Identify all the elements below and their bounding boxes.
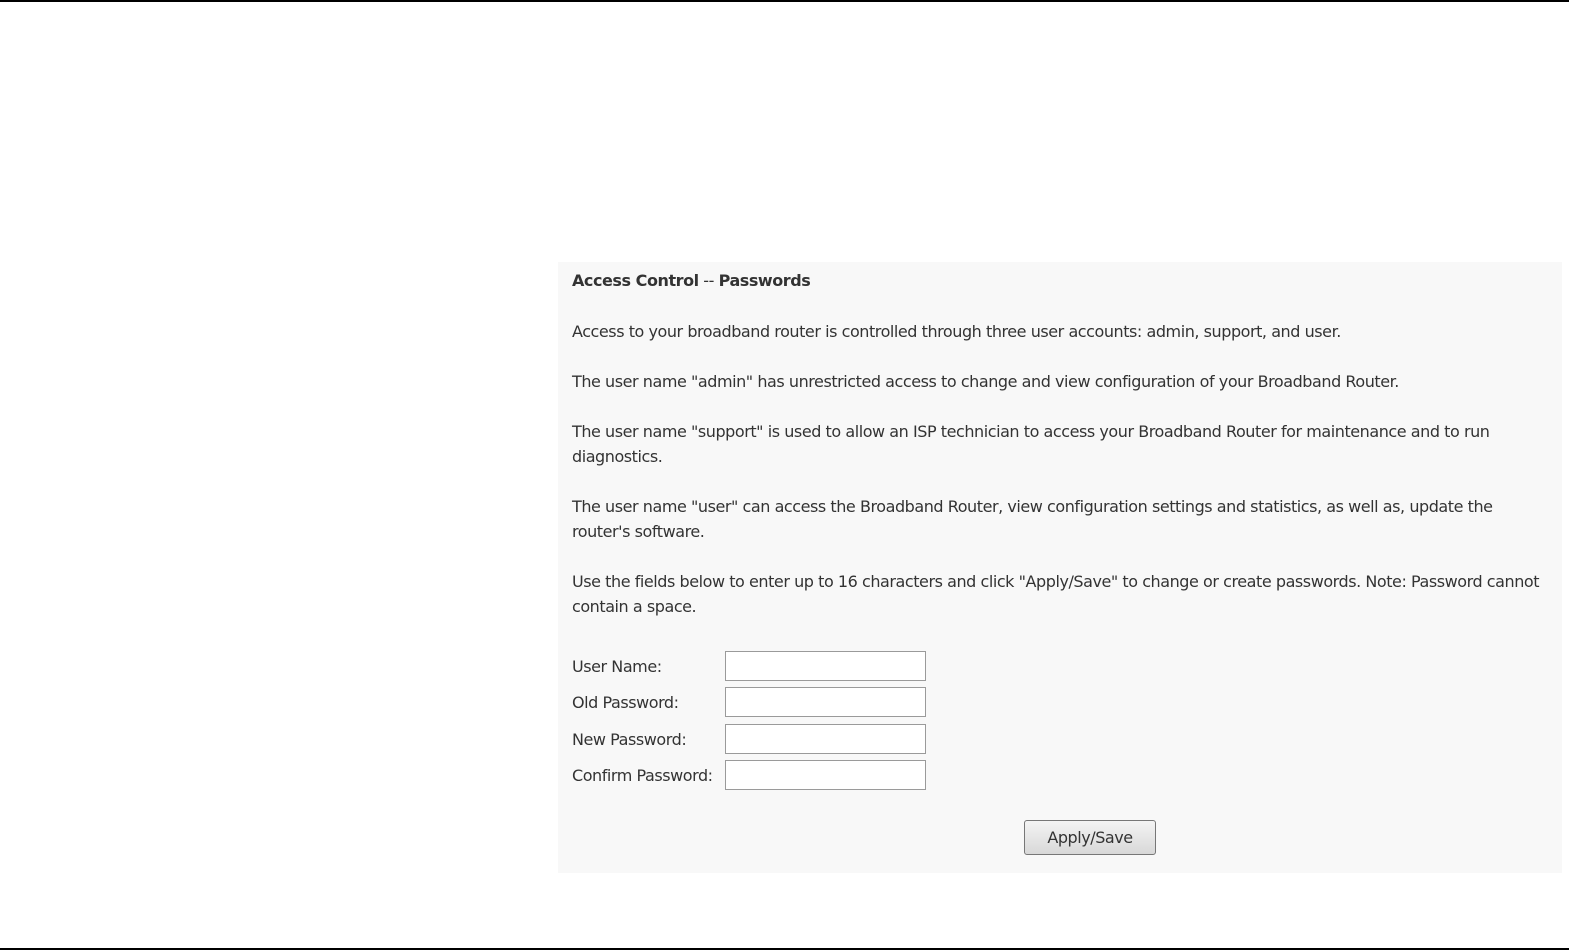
intro-paragraph: Access to your broadband router is controlled through three user accounts: admin, support, and user. xyxy=(572,322,1341,341)
confirm-password-input[interactable] xyxy=(725,760,926,790)
username-row xyxy=(572,649,926,683)
old-password-input[interactable] xyxy=(725,687,926,717)
top-divider xyxy=(0,0,1569,2)
main-content xyxy=(572,268,1547,644)
admin-description: The user name "admin" has unrestricted access to change and view configuration of your Broadband Router. xyxy=(572,372,1399,391)
page-title-main: Access Control xyxy=(572,271,699,290)
bottom-divider xyxy=(0,948,1569,950)
old-password-row xyxy=(572,685,926,719)
new-password-label: New Password: xyxy=(572,729,687,749)
confirm-password-label: Confirm Password: xyxy=(572,765,713,785)
page-title xyxy=(572,268,1547,293)
page-title-separator: -- xyxy=(698,271,719,290)
page-title-sub: Passwords xyxy=(718,271,811,290)
username-input[interactable] xyxy=(725,651,926,681)
instructions-paragraph: Use the fields below to enter up to 16 characters and click "Apply/Save" to change or create passwords. Note: Password cannot contain a space. xyxy=(572,572,1540,616)
old-password-label: Old Password: xyxy=(572,692,679,712)
new-password-input[interactable] xyxy=(725,724,926,754)
username-label: User Name: xyxy=(572,656,662,676)
support-description: The user name "support" is used to allow an ISP technician to access your Broadband Router for maintenance and to run diagnostics. xyxy=(572,422,1490,466)
apply-save-button[interactable]: Apply/Save xyxy=(1024,820,1156,855)
new-password-row xyxy=(572,722,926,756)
confirm-password-row xyxy=(572,758,926,792)
user-description: The user name "user" can access the Broadband Router, view configuration settings and statistics, as well as, update the router's software. xyxy=(572,497,1493,541)
